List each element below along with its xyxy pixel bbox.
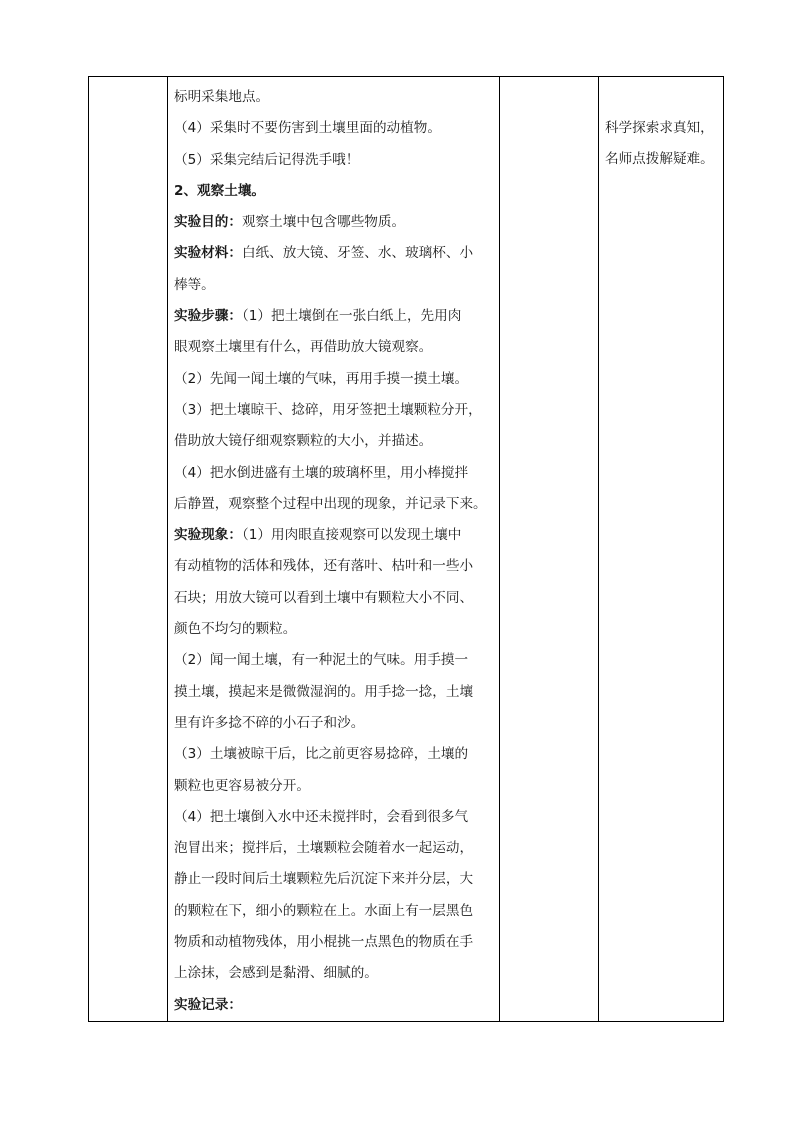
text-line	[174, 301, 494, 332]
line-text: 静止一段时间后土壤颗粒先后沉淀下来并分层，大	[174, 871, 474, 888]
line-text: 白纸、放大镜、牙签、水、玻璃杯、小	[241, 245, 474, 262]
middle-empty-cell	[500, 77, 599, 1022]
line-text: 泡冒出来；搅拌后，土壤颗粒会随着水一起运动，	[174, 840, 474, 857]
text-line	[174, 583, 494, 614]
text-line	[174, 395, 494, 426]
left-empty-cell	[89, 77, 168, 1022]
line-text: 物质和动植物残体，用小棍挑一点黑色的物质在手	[174, 934, 474, 951]
line-text: 石块；用放大镜可以看到土壤中有颗粒大小不同、	[174, 589, 474, 606]
line-text: （4）把水倒进盛有土壤的玻璃杯里，用小棒搅拌	[174, 464, 469, 481]
line-text: （4）采集时不要伤害到土壤里面的动植物。	[174, 120, 441, 137]
section-label: 实验目的：	[174, 214, 242, 231]
line-text: （3）土壤被晾干后，比之前更容易捻碎，土壤的	[174, 746, 469, 763]
text-line	[174, 145, 494, 176]
line-text: 借助放大镜仔细观察颗粒的大小，并描述。	[174, 433, 433, 450]
line-text: （2）先闻一闻土壤的气味，再用手摸一摸土壤。	[174, 370, 469, 387]
text-line	[174, 458, 494, 489]
text-line	[174, 207, 494, 238]
table-row	[89, 77, 724, 1022]
design-intent-cell	[599, 77, 724, 1022]
section-label: 实验记录：	[174, 996, 242, 1013]
text-line	[174, 864, 494, 895]
line-text: （3）把土壤晾干、捻碎，用牙签把土壤颗粒分开，	[174, 401, 482, 418]
side-note-line: 科学探索求真知，	[605, 120, 714, 136]
line-text: 后静置，观察整个过程中出现的现象，并记录下来。	[174, 495, 487, 512]
text-line	[174, 270, 494, 301]
text-line	[174, 739, 494, 770]
text-line	[174, 520, 494, 551]
line-text: （1）把土壤倒在一张白纸上，先用肉	[241, 308, 462, 325]
line-text: （4）把土壤倒入水中还未搅拌时，会看到很多气	[174, 808, 469, 825]
line-text: 颜色不均匀的颗粒。	[174, 621, 297, 638]
text-line	[174, 238, 494, 269]
line-text: 上涂抹，会感到是黏滑、细腻的。	[174, 965, 378, 982]
line-text: 颗粒也更容易被分开。	[174, 777, 310, 794]
line-text: （5）采集完结后记得洗手哦！	[174, 151, 360, 168]
text-line	[174, 958, 494, 989]
line-text: 观察土壤中包含哪些物质。	[241, 214, 406, 231]
text-line	[174, 82, 494, 113]
text-line	[174, 802, 494, 833]
line-text: 标明采集地点。	[174, 89, 270, 105]
text-line	[174, 708, 494, 739]
line-text: （1）用肉眼直接观察可以发现土壤中	[241, 527, 462, 544]
text-line	[174, 990, 494, 1021]
section-label: 实验步骤：	[174, 308, 242, 325]
text-line	[174, 896, 494, 927]
section-label: 2、观察土壤。	[174, 182, 266, 199]
line-text: 棒等。	[174, 276, 215, 293]
line-text: 的颗粒在下，细小的颗粒在上。水面上有一层黑色	[174, 902, 474, 919]
text-line	[174, 426, 494, 457]
side-note-line: 名师点拨解疑难。	[605, 151, 714, 167]
text-line	[174, 771, 494, 802]
section-label: 实验现象：	[174, 527, 242, 544]
line-text: 有动植物的活体和残体，还有落叶、枯叶和一些小	[174, 558, 474, 575]
text-line	[174, 364, 494, 395]
text-line	[174, 332, 494, 363]
activity-text	[174, 82, 494, 1021]
text-line	[174, 551, 494, 582]
text-line	[174, 927, 494, 958]
text-line	[174, 645, 494, 676]
line-text: 摸土壤，摸起来是微微湿润的。用手捻一捻，土壤	[174, 683, 474, 700]
text-line	[174, 113, 494, 144]
lesson-table	[88, 76, 724, 1022]
line-text: （2）闻一闻土壤，有一种泥土的气味。用手摸一	[174, 652, 469, 669]
text-line	[174, 614, 494, 645]
text-line	[174, 176, 494, 207]
text-line	[174, 489, 494, 520]
text-line	[174, 833, 494, 864]
activity-content-cell	[168, 77, 500, 1022]
text-line	[174, 677, 494, 708]
line-text: 眼观察土壤里有什么，再借助放大镜观察。	[174, 339, 433, 356]
line-text: 里有许多捻不碎的小石子和沙。	[174, 714, 365, 731]
section-label: 实验材料：	[174, 245, 242, 262]
